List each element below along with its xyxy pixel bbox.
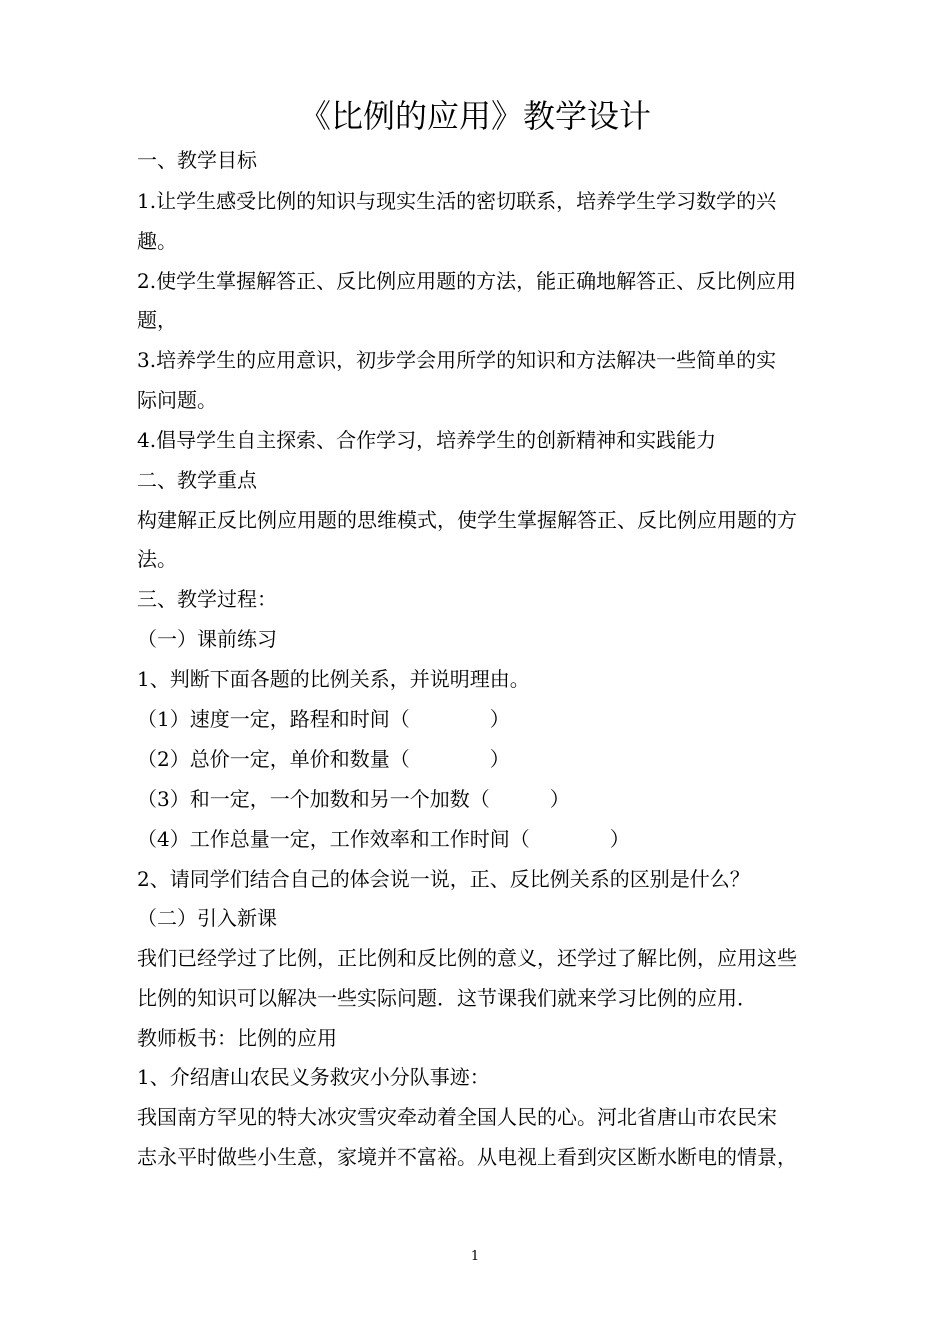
document-title: 《比例的应用》教学设计 (298, 97, 651, 135)
story-paragraph-line-2: 志永平时做些小生意，家境并不富裕。从电视上看到灾区断水断电的情景， (137, 1145, 797, 1169)
goal-1-line-2: 趣。 (137, 229, 177, 253)
story-heading: 1、介绍唐山农民义务救灾小分队事迹： (137, 1065, 490, 1089)
exercise-2-prompt: 2、请同学们结合自己的体会说一说，正、反比例关系的区别是什么？ (137, 867, 750, 891)
goal-2-line-1: 2.使学生掌握解答正、反比例应用题的方法，能正确地解答正、反比例应用 (137, 269, 797, 293)
heading-teaching-process: 三、教学过程： (137, 587, 277, 611)
exercise-1-item-3: （3）和一定，一个加数和另一个加数（ ） (137, 787, 570, 811)
exercise-1-prompt: 1、判断下面各题的比例关系，并说明理由。 (137, 667, 530, 691)
goal-1-line-1: 1.让学生感受比例的知识与现实生活的密切联系，培养学生学习数学的兴 (137, 189, 777, 213)
exercise-1-item-2: （2）总价一定，单价和数量（ ） (137, 747, 510, 771)
goal-2-line-2: 题， (137, 308, 177, 332)
story-paragraph-line-1: 我国南方罕见的特大冰灾雪灾牵动着全国人民的心。河北省唐山市农民宋 (137, 1105, 777, 1129)
blackboard-note: 教师板书：比例的应用 (137, 1026, 337, 1050)
page-number: 1 (470, 1249, 480, 1264)
exercise-1-item-1: （1）速度一定，路程和时间（ ） (137, 707, 510, 731)
goal-3-line-2: 际问题。 (137, 388, 217, 412)
goal-4-line: 4.倡导学生自主探索、合作学习，培养学生的创新精神和实践能力 (137, 428, 717, 452)
key-point-line-2: 法。 (137, 547, 177, 571)
exercise-1-item-4: （4）工作总量一定，工作效率和工作时间（ ） (137, 827, 630, 851)
heading-key-points: 二、教学重点 (137, 468, 257, 492)
goal-3-line-1: 3.培养学生的应用意识，初步学会用所学的知识和方法解决一些简单的实 (137, 348, 777, 372)
heading-teaching-goals: 一、教学目标 (137, 148, 257, 172)
intro-paragraph-line-2: 比例的知识可以解决一些实际问题．这节课我们就来学习比例的应用． (137, 986, 757, 1010)
key-point-line-1: 构建解正反比例应用题的思维模式，使学生掌握解答正、反比例应用题的方 (137, 508, 797, 532)
subheading-pre-class-exercise: （一）课前练习 (137, 627, 277, 651)
subheading-new-lesson: （二）引入新课 (137, 906, 277, 930)
intro-paragraph-line-1: 我们已经学过了比例，正比例和反比例的意义，还学过了解比例，应用这些 (137, 946, 797, 970)
